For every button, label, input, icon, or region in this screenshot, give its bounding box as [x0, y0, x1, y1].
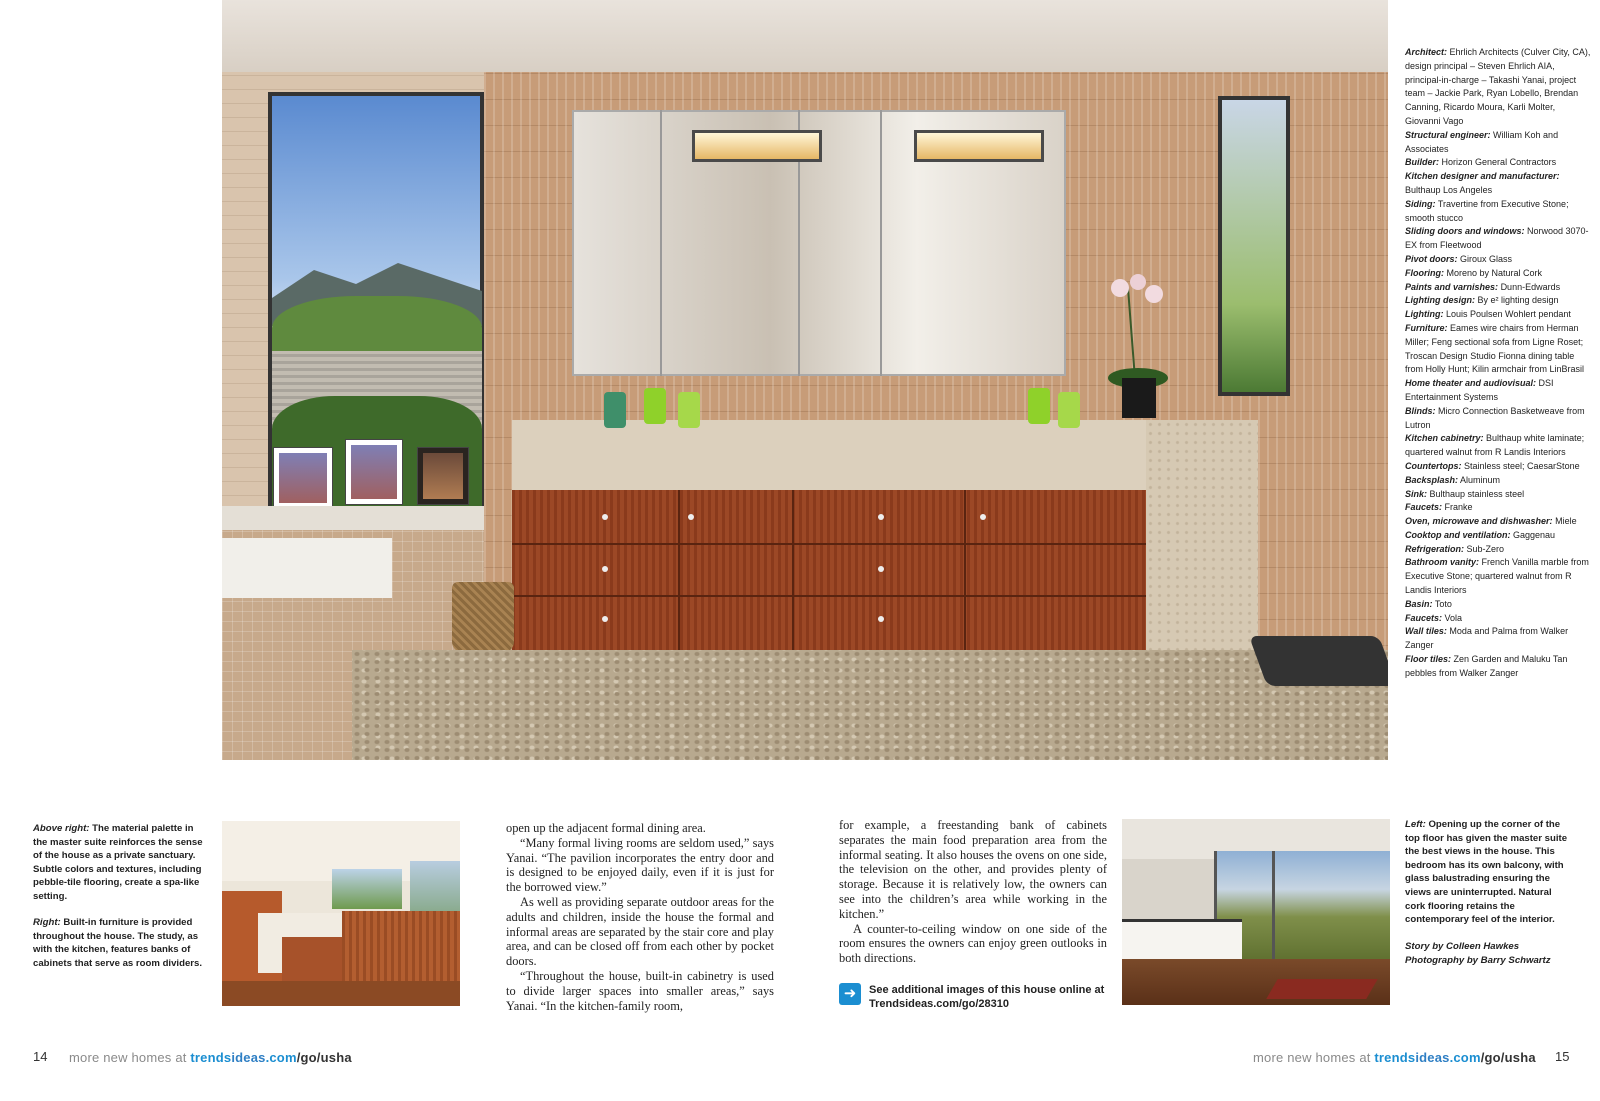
credit-entry: [1405, 156, 1591, 170]
paragraph: As well as providing separate outdoor areas for the adults and children, inside the house the formal and informal areas are separated by the stair core and play area, and can be closed off from each other by pocket doors.: [506, 894, 774, 969]
credit-entry: [1405, 253, 1591, 267]
credits-byline: [1405, 940, 1585, 967]
credit-label: Lighting design:: [1405, 295, 1475, 306]
credit-label: Cooktop and ventilation:: [1405, 529, 1511, 540]
drawer-knob: [602, 514, 608, 520]
credit-label: Bathroom vanity:: [1405, 557, 1480, 568]
caption-text: Opening up the corner of the top floor has given the master suite the best views in the house. This bedroom has its own balcony, with glass balustrading ensuring the views are uninterrupted. Natural cork flooring retains the contemporary feel of the interior.: [1405, 819, 1568, 926]
credit-label: Kitchen cabinetry:: [1405, 433, 1484, 444]
credit-label: Blinds:: [1405, 405, 1436, 416]
credit-text: By e² lighting design: [1477, 295, 1559, 306]
credit-entry: [1405, 267, 1591, 281]
credit-text: Bulthaup stainless steel: [1429, 488, 1525, 499]
credit-label: Faucets:: [1405, 612, 1443, 623]
credit-entry: [1405, 612, 1591, 626]
pebble-floor: [352, 650, 1388, 760]
credit-entry: [1405, 556, 1591, 597]
credit-label: Sink:: [1405, 488, 1428, 499]
photo-frame: [418, 448, 468, 504]
credit-entry: [1405, 294, 1591, 308]
paragraph: A counter-to-ceiling window on one side of the room ensures the owners can enjoy green outlooks in both directions.: [839, 921, 1107, 966]
drawer-knob: [878, 514, 884, 520]
credit-label: Pivot doors:: [1405, 253, 1458, 264]
credit-label: Countertops:: [1405, 460, 1462, 471]
credit-label: Furniture:: [1405, 322, 1448, 333]
credit-entry: [1405, 377, 1591, 405]
credit-text: Eames wire chairs from Herman Miller; Feng sectional sofa from Ligne Roset; Troscan Design Studio Fionna dining table from Holly Hunt; Kilin armchair from LinBrasil: [1405, 322, 1585, 375]
credit-label: Flooring:: [1405, 267, 1444, 278]
credit-entry: [1405, 529, 1591, 543]
credit-entry: [1405, 129, 1591, 157]
drawer-knob: [602, 616, 608, 622]
hero-bathroom-photo: [222, 0, 1388, 760]
paragraph: open up the adjacent formal dining area.: [506, 821, 706, 835]
body-column-2: [839, 818, 1107, 966]
credit-text: French Vanilla marble from Executive Stone; quartered walnut from R Landis Interiors: [1405, 557, 1589, 596]
bathroom-scale: [1249, 636, 1388, 686]
credit-entry: [1405, 625, 1591, 653]
caption-label: Right:: [33, 917, 61, 928]
ceiling: [222, 0, 1388, 72]
caption-label: Above right:: [33, 823, 90, 834]
footer-left[interactable]: more new homes at trendsideas.com/go/usha: [69, 1050, 352, 1065]
credit-label: Structural engineer:: [1405, 129, 1491, 140]
right-window: [1218, 96, 1290, 396]
page-number-left: 14: [33, 1049, 48, 1064]
credit-text: Aluminum: [1460, 474, 1501, 485]
credit-text: Vola: [1444, 612, 1463, 623]
photo-frame: [346, 440, 402, 504]
credit-entry: [1405, 308, 1591, 322]
credit-text: Gaggenau: [1513, 529, 1556, 540]
credit-text: Ehrlich Architects (Culver City, CA), design principal – Steven Ehrlich AIA, principal-in-charge – Takashi Yanai, project team – Jackie Park, Ryan Lobello, Brendan Canning, Ricardo Moura, Karli Molter, Giovanni Vago: [1405, 47, 1591, 126]
credit-label: Builder:: [1405, 157, 1440, 168]
photo-credit: Photography by Barry Schwartz: [1405, 954, 1551, 966]
credit-label: Siding:: [1405, 198, 1436, 209]
credit-text: Dunn-Edwards: [1500, 281, 1561, 292]
credit-entry: [1405, 598, 1591, 612]
credit-entry: [1405, 198, 1591, 226]
paragraph: for example, a freestanding bank of cabinets separates the main food preparation area from the informal seating. It also houses the ovens on one side, the television on the other, and provides plenty of storage. Because it is relatively low, the owners can see into the children’s area while working in the kitchen.”: [839, 818, 1107, 921]
wicker-basket: [452, 582, 514, 652]
link-note-text: See additional images of this house online at: [869, 984, 1105, 996]
caption-above-right: [33, 822, 209, 904]
orchid-plant: [1098, 268, 1178, 418]
credit-text: Moda and Palma from Walker Zanger: [1405, 626, 1569, 651]
credit-label: Architect:: [1405, 47, 1448, 57]
credit-entry: [1405, 501, 1591, 515]
photo-frame: [274, 448, 332, 508]
link-url[interactable]: Trendsideas.com/go/28310: [869, 998, 1010, 1010]
drawer-knob: [878, 566, 884, 572]
credit-label: Refrigeration:: [1405, 543, 1465, 554]
credit-text: Franke: [1444, 502, 1473, 513]
story-credit: Story by Colleen Hawkes: [1405, 941, 1520, 952]
caption-left: [1405, 818, 1573, 927]
credit-entry: [1405, 225, 1591, 253]
credit-entry: [1405, 281, 1591, 295]
paragraph: “Throughout the house, built-in cabinetry is used to divide larger spaces into smaller areas,” says Yanai. “In the kitchen-family room,: [506, 968, 774, 1013]
credit-entry: [1405, 405, 1591, 433]
bathtub: [222, 538, 392, 598]
credit-text: Stainless steel; CaesarStone: [1464, 460, 1580, 471]
body-column-1: [506, 821, 774, 1013]
credit-entry: [1405, 170, 1591, 198]
study-photo: [222, 821, 460, 1006]
credit-label: Floor tiles:: [1405, 654, 1452, 665]
credit-label: Paints and varnishes:: [1405, 281, 1499, 292]
credit-text: Bulthaup Los Angeles: [1405, 184, 1493, 195]
paragraph: “Many formal living rooms are seldom used,” says Yanai. “The pavilion incorporates the entry door and is designed to be enjoyed daily, even if it is just for the borrowed view.”: [506, 835, 774, 895]
caption-right: [33, 916, 209, 970]
credit-entry: [1405, 543, 1591, 557]
caption-label: Left:: [1405, 819, 1426, 830]
credit-label: Basin:: [1405, 598, 1433, 609]
credits-list: [1405, 46, 1591, 681]
drawer-knob: [688, 514, 694, 520]
credit-label: Home theater and audiovisual:: [1405, 378, 1537, 389]
bedroom-photo: [1122, 819, 1390, 1005]
credit-text: Bulthaup white laminate; quartered walnut from R Landis Interiors: [1405, 433, 1585, 458]
vanity-light: [692, 130, 822, 162]
credit-entry: [1405, 460, 1591, 474]
credit-text: DSI Entertainment Systems: [1405, 378, 1554, 402]
credit-text: Louis Poulsen Wohlert pendant: [1446, 309, 1571, 320]
credit-entry: [1405, 432, 1591, 460]
credit-label: Oven, microwave and dishwasher:: [1405, 516, 1553, 527]
credit-text: Micro Connection Basketweave from Lutron: [1405, 405, 1585, 430]
credit-label: Wall tiles:: [1405, 626, 1447, 637]
caption-text: Built-in furniture is provided throughout the house. The study, as with the kitchen, features banks of cabinets that serve as room dividers.: [33, 917, 203, 969]
drawer-knob: [878, 616, 884, 622]
credit-entry: [1405, 488, 1591, 502]
credit-text: Toto: [1434, 598, 1452, 609]
credit-text: Moreno by Natural Cork: [1446, 267, 1543, 278]
page-number-right: 15: [1555, 1049, 1570, 1064]
credit-entry: [1405, 474, 1591, 488]
online-gallery-note[interactable]: [839, 983, 1119, 1011]
credit-label: Faucets:: [1405, 502, 1443, 513]
caption-text: The material palette in the master suite reinforces the sense of the house as a private sanctuary. Subtle colors and textures, including pebble-tile flooring, create a spa-like setting.: [33, 823, 203, 902]
credit-text: Giroux Glass: [1460, 253, 1513, 264]
credit-text: Horizon General Contractors: [1441, 157, 1557, 168]
credit-label: Kitchen designer and manufacturer:: [1405, 171, 1560, 182]
credit-entry: [1405, 46, 1591, 129]
credit-text: Travertine from Executive Stone; smooth stucco: [1405, 198, 1569, 223]
credit-text: Sub-Zero: [1466, 543, 1505, 554]
drawer-knob: [602, 566, 608, 572]
vanity-light: [914, 130, 1044, 162]
credit-label: Lighting:: [1405, 309, 1444, 320]
credit-text: Zen Garden and Maluku Tan pebbles from Walker Zanger: [1405, 654, 1568, 678]
credit-text: Norwood 3070-EX from Fleetwood: [1405, 226, 1589, 251]
credit-entry: [1405, 515, 1591, 529]
credit-text: William Koh and Associates: [1405, 129, 1559, 154]
footer-right[interactable]: more new homes at trendsideas.com/go/usha: [1253, 1050, 1536, 1065]
credit-label: Backsplash:: [1405, 474, 1459, 485]
arrow-right-icon: ➜: [839, 983, 861, 1005]
credit-entry: [1405, 322, 1591, 377]
credit-entry: [1405, 653, 1591, 681]
credit-text: Miele: [1555, 516, 1577, 527]
credit-label: Sliding doors and windows:: [1405, 226, 1525, 237]
drawer-knob: [980, 514, 986, 520]
